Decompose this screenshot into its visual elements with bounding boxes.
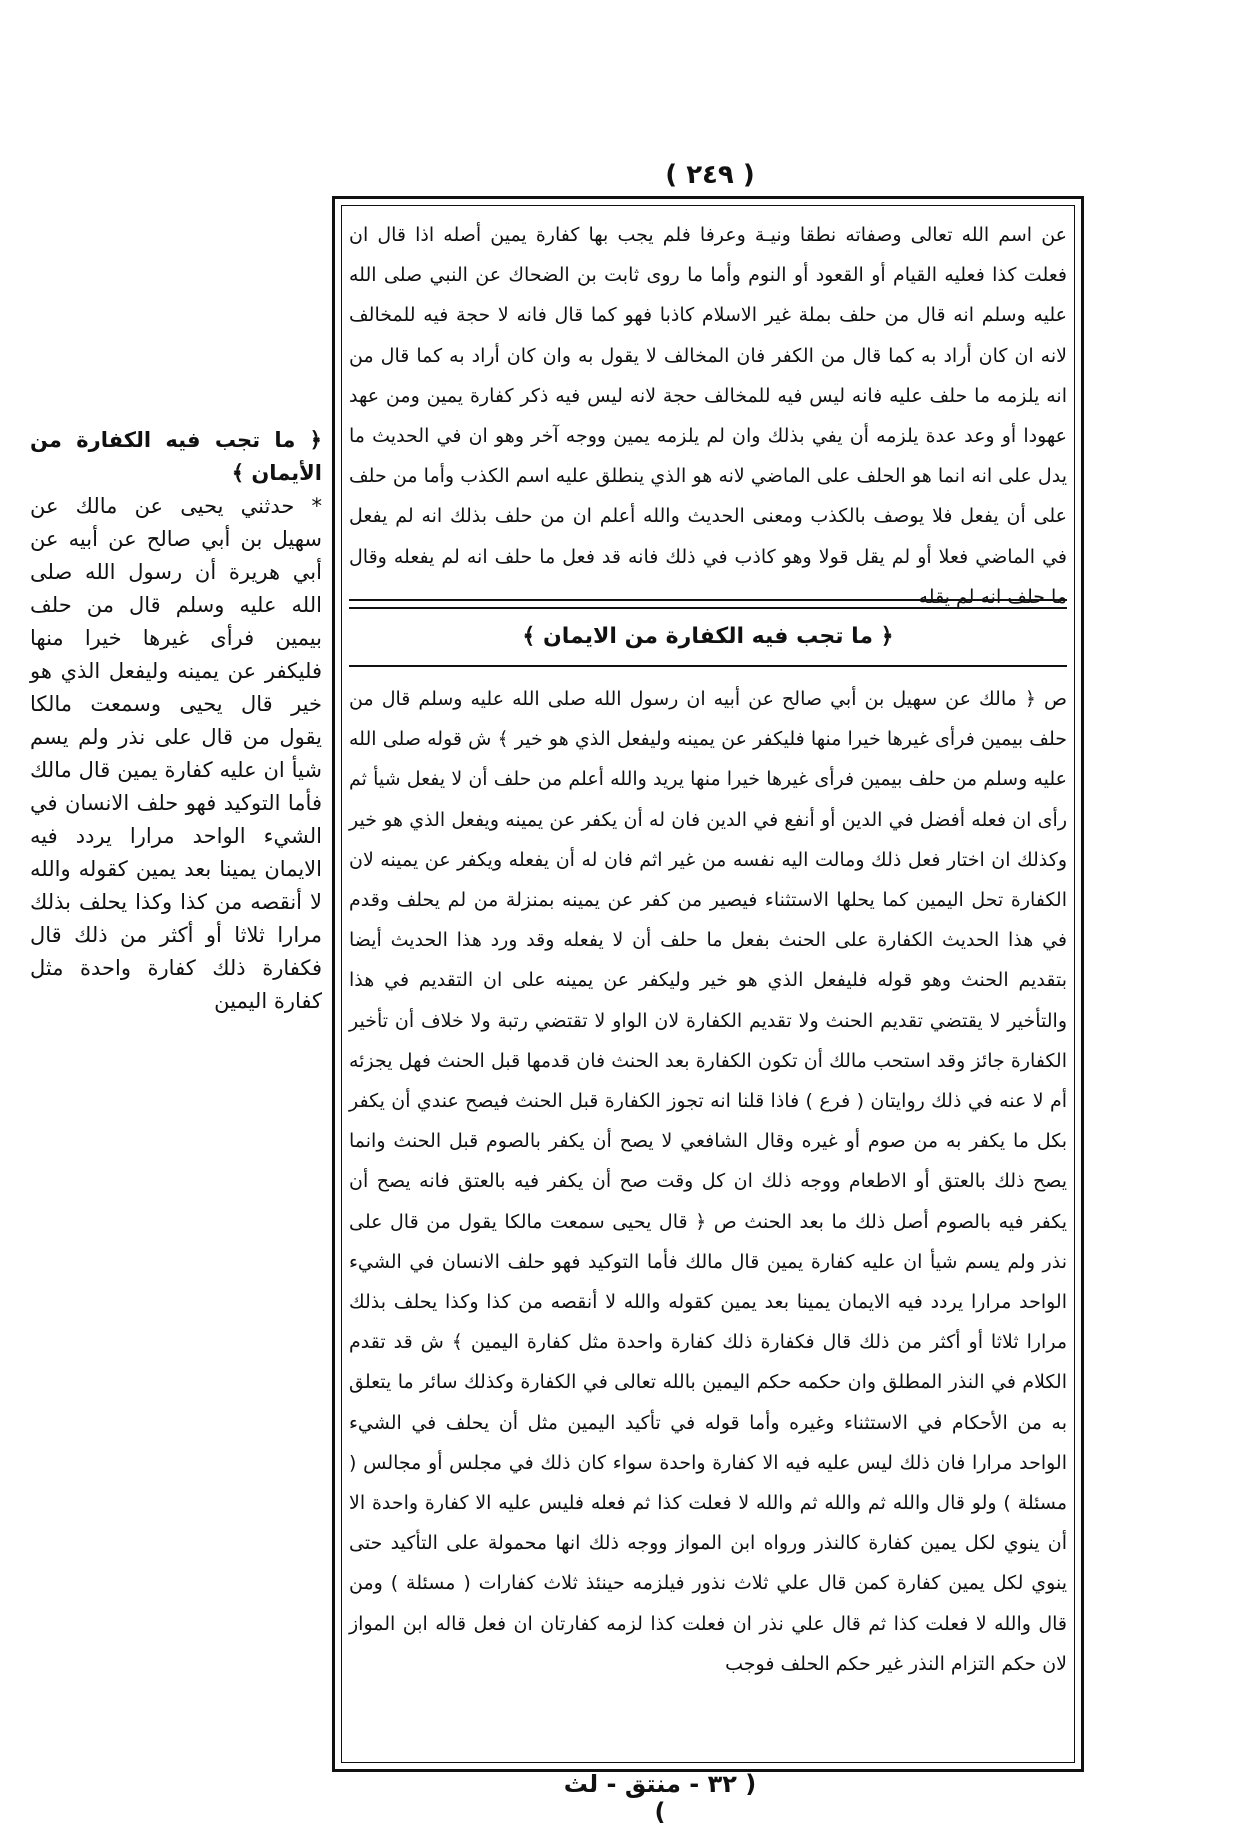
margin-body-text: * حدثني يحيى عن مالك عن سهيل بن أبي صالح عن أبيه عن أبي هريرة أن رسول الله صلى الله عليه وسلم قال من حلف بيمين فرأى غيرها خيرا منها فليكفر عن يمينه وليفعل الذي هو خير قال يحيى وسمعت مالكا يقول من قال على نذر ولم يسم شيأ ان عليه كفارة يمين قال مالك فأما التوكيد فهو حلف الانسان في الشيء الواحد مرارا يردد فيه الايمان يمينا بعد يمين كقوله والله لا أنقصه من كذا وكذا يحلف بذلك مرارا ثلاثا أو أكثر من ذلك قال فكفارة ذلك كفارة واحدة مثل كفارة اليمين — [30, 494, 322, 1013]
section-divider-top-inner — [349, 607, 1067, 609]
commentary-top-paragraph: عن اسم الله تعالى وصفاته نطقا ونيـة وعرفا فلم يجب بها كفارة يمين أصله اذا قال ان فعلت كذا فعليه القيام أو القعود أو النوم وأما ما روى ثابت بن الضحاك عن النبي صلى الله عليه وسلم انه قال من حلف بملة غير الاسلام كاذبا فهو كما قال فانه لا حجة فيه للمخالف لانه ان كان أراد به كما قال من الكفر فان المخالف لا يقول به وان كان أراد به كما قال من انه يلزمه ما حلف عليه فانه ليس فيه للمخالف حجة لانه ليس فيه ذكر كفارة يمين ومن عهد عهودا أو وعد عدة يلزمه أن يفي بذلك وان لم يلزمه يمين ووجه آخر وهو ان في الحديث ما يدل على انه انما هو الحلف على الماضي لانه هو الذي ينطلق عليه اسم الكذب وأما من حلف على أن يفعل فلا يوصف بالكذب ومعنى الحديث والله أعلم ان من حلف بذلك انه لم يفعل في الماضي فعلا أو لم يقل قولا وهو كاذب في ذلك فانه قد فعل ما حلف انه لم يفعله وقال ما حلف انه لم يقله — [349, 224, 1067, 608]
commentary-frame — [332, 196, 1084, 1772]
footer-signature: ( ٣٢ - منتق - لث ) — [563, 1770, 757, 1826]
section-divider-top — [349, 599, 1067, 601]
chapter-heading: ﴿ ما تجب فيه الكفارة من الايمان ﴾ — [522, 624, 894, 649]
margin-hadith-text — [30, 424, 322, 1424]
page-number: ( ٢٤٩ ) — [665, 160, 755, 190]
margin-chapter-heading: ﴿ ما تجب فيه الكفارة من الأيمان ﴾ — [30, 428, 322, 485]
section-divider-bottom — [349, 665, 1067, 667]
commentary-bottom-paragraph: ص ﴿ مالك عن سهيل بن أبي صالح عن أبيه ان رسول الله صلى الله عليه وسلم قال من حلف بيمين فرأى غيرها خيرا منها فليكفر عن يمينه وليفعل الذي هو خير ﴾ ش قوله صلى الله عليه وسلم من حلف بيمين فرأى غيرها خيرا منها يريد والله أعلم من حلف أن لا يفعل شيأ ثم رأى ان فعله أفضل في الدين أو أنفع في الدين فان له أن يكفر عن يمينه ويفعل الذي هو خير وكذلك ان اختار فعل ذلك ومالت اليه نفسه من غير اثم فان له أن يفعله ويكفر عن يمينه لان الكفارة تحل اليمين كما يحلها الاستثناء فيصير من كفر عن يمينه بمنزلة من لم يحلف وقدم في هذا الحديث الكفارة على الحنث بفعل ما حلف أن لا يفعله وقد ورد هذا الحديث أيضا بتقديم الحنث وهو قوله فليفعل الذي هو خير وليكفر عن يمينه على ان التقديم في هذا والتأخير لا يقتضي تقديم الحنث ولا تقديم الكفارة لان الواو لا تقتضي رتبة ولا خلاف أن تأخير الكفارة جائز وقد استحب مالك أن تكون الكفارة بعد الحنث فان قدمها قبل الحنث فهل يجزئه أم لا عنه في ذلك روايتان ( فرع ) فاذا قلنا انه تجوز الكفارة قبل الحنث فيصح عندي أن يكفر بكل ما يكفر به من صوم أو غيره وقال الشافعي لا يصح أن يكفر بالصوم قبل الحنث وانما يصح ذلك بالعتق أو الاطعام ووجه ذلك ان كل وقت صح أن يكفر فيه بالعتق فانه يصح أن يكفر فيه بالصوم أصل ذلك ما بعد الحنث ص ﴿ قال يحيى سمعت مالكا يقول من قال على نذر ولم يسم شيأ ان عليه كفارة يمين قال مالك فأما التوكيد فهو حلف الانسان في الشيء الواحد مرارا يردد فيه الايمان يمينا بعد يمين كقوله والله لا أنقصه من كذا وكذا يحلف بذلك مرارا ثلاثا أو أكثر من ذلك قال فكفارة ذلك كفارة واحدة مثل كفارة اليمين ﴾ ش قد تقدم الكلام في النذر المطلق وان حكمه حكم اليمين بالله تعالى في الكفارة وكذلك سائر ما يتعلق به من الأحكام في الاستثناء وغيره وأما قوله في تأكيد اليمين مثل أن يحلف في الشيء الواحد مرارا فان ذلك ليس عليه فيه الا كفارة واحدة سواء كان ذلك في مجلس أو مجالس ( مسئلة ) ولو قال والله ثم والله ثم والله لا فعلت كذا ثم فعله فليس عليه الا كفارة واحدة الا أن ينوي لكل يمين كفارة كالنذر ورواه ابن المواز ووجه ذلك انها محمولة على التأكيد حتى ينوي لكل يمين كفارة كمن قال علي ثلاث نذور فيلزمه حينئذ ثلاث كفارات ( مسئلة ) ومن قال والله لا فعلت كذا ثم قال علي نذر ان فعلت كذا لزمه كفارتان ان فعل قاله ابن المواز لان حكم التزام النذر غير حكم الحلف فوجب — [349, 688, 1067, 1675]
